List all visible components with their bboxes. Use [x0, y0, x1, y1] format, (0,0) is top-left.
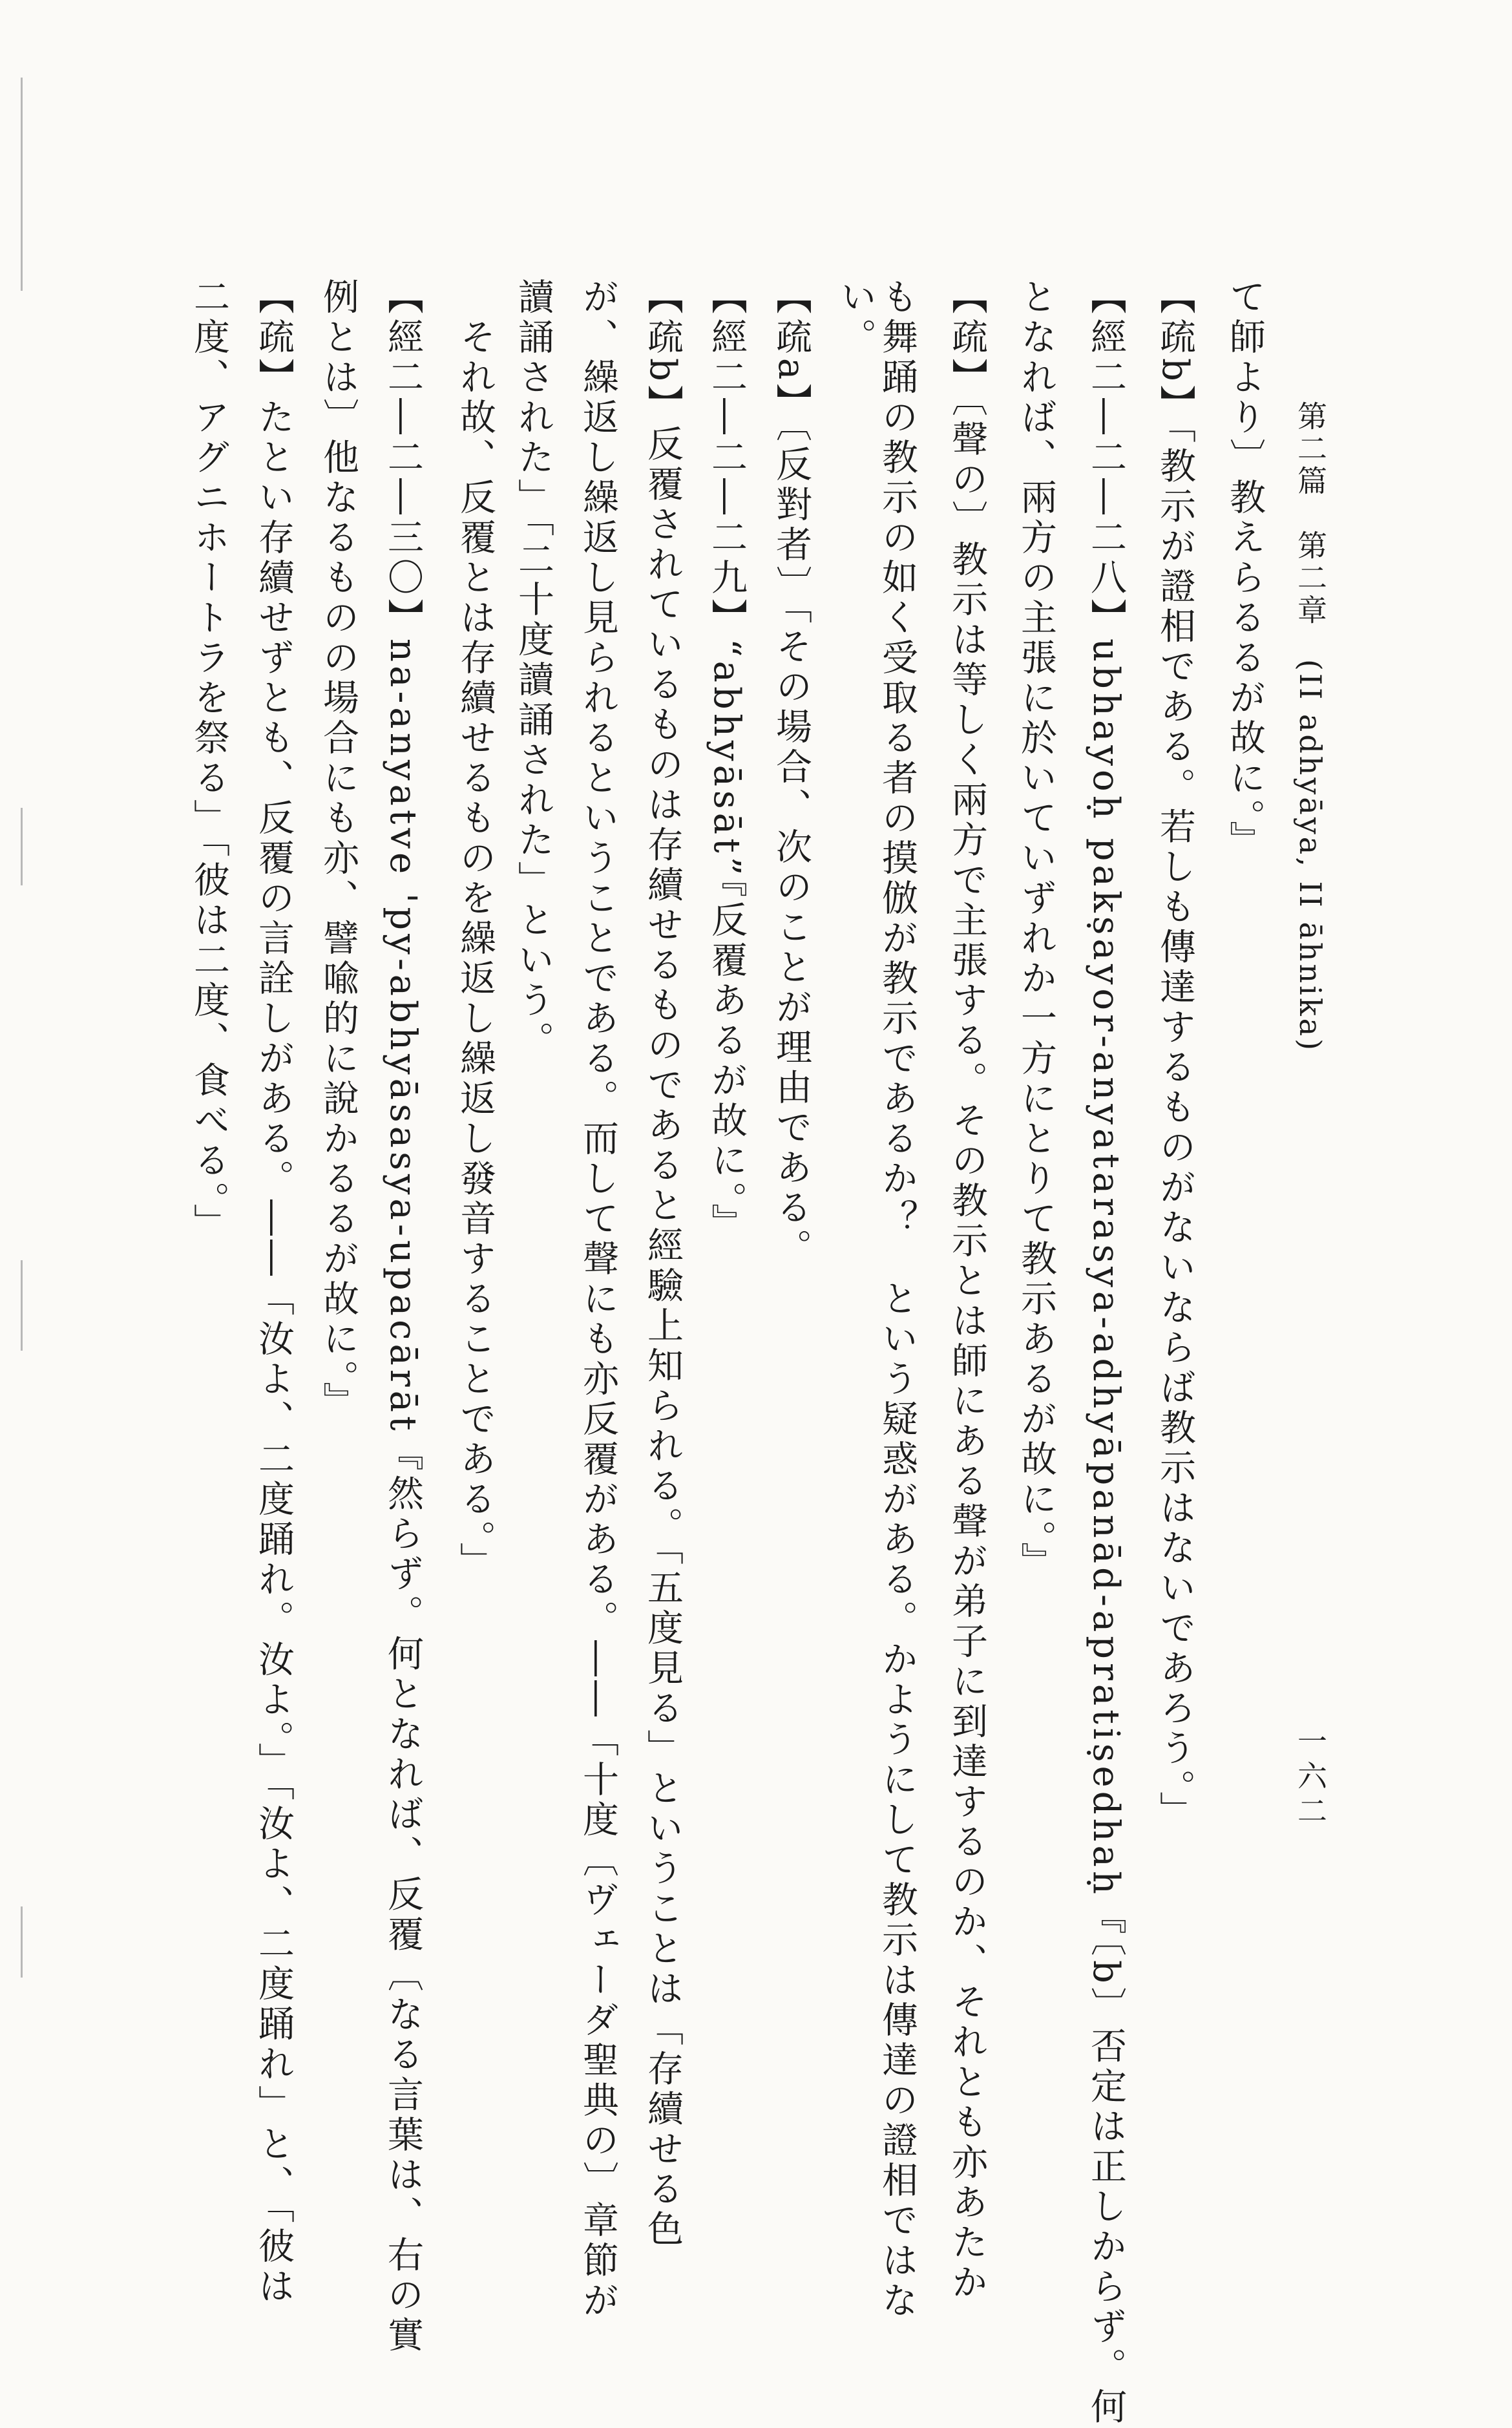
text-column: い。	[835, 278, 877, 358]
text-column: それ故、反覆とは存續せるものを繰返し繰返し發音することである。」	[454, 278, 496, 1582]
text-column: 【疏】たとい存續せずとも、反覆の言詮しがある。――「汝よ、二度踊れ。汝よ。」「汝よ、二度踊れ」と、「彼は	[253, 278, 295, 2307]
text-column: 【經二―二―二九】“abhyāsāt”『反覆あるが故に。』	[706, 278, 748, 1244]
text-column: 【疏】〔聲の〕教示は等しく兩方で主張する。その教示とは師にある聲が弟子に到達するのか、それとも亦あたか	[946, 278, 988, 2303]
page-number: 一六二	[1293, 1726, 1328, 1830]
text-column: 讀誦された」「二十度讀誦された」という。	[512, 278, 554, 1061]
text-column: 例とは〕他なるものの場合にも亦、譬喩的に說かるるが故に。』	[317, 278, 359, 1422]
text-column: 二度、アグニホートラを祭る」「彼は二度、食べる。」	[188, 278, 230, 1243]
running-head: 第二篇 第二章 (II adhyāya, II āhnika)	[1293, 401, 1328, 1053]
text-column: 【疏b】反覆されているものは存續せるものであると經驗上知られる。「五度見る」ということは「存續せる色	[642, 278, 684, 2250]
text-column: が、繰返し繰返し見られるということである。而して聲にも亦反覆がある。――「十度〔ヴェーダ聖典の〕章節が	[577, 278, 619, 2321]
text-column: 【疏a】〔反對者〕「その場合、次のことが理由である。	[770, 278, 812, 1269]
text-column: 【經二―二―三〇】na-anyatve 'py-abhyāsasya-upacārāt『然らず。何となれば、反覆〔なる言葉は、右の實	[382, 278, 424, 2356]
text-column: て師より〕教えらるるが故に。』	[1224, 278, 1266, 861]
text-column: となれば、兩方の主張に於いていずれか一方にとりて教示あるが故に。』	[1015, 278, 1057, 1582]
text-column: も舞踊の教示の如く受取る者の摸倣が教示であるか？ という疑惑がある。かようにして教示は傳達の證相ではな	[876, 278, 918, 2321]
text-column: 【經二―二―二八】ubhayoḥ pakṣayor-anyatarasya-adhyāpanād-apratiṣedhaḥ『〔b〕否定は正しからず。何	[1085, 278, 1127, 2428]
text-column: 【疏b】「教示が證相である。若しも傳達するものがないならば教示はないであろう。」	[1154, 278, 1196, 1832]
